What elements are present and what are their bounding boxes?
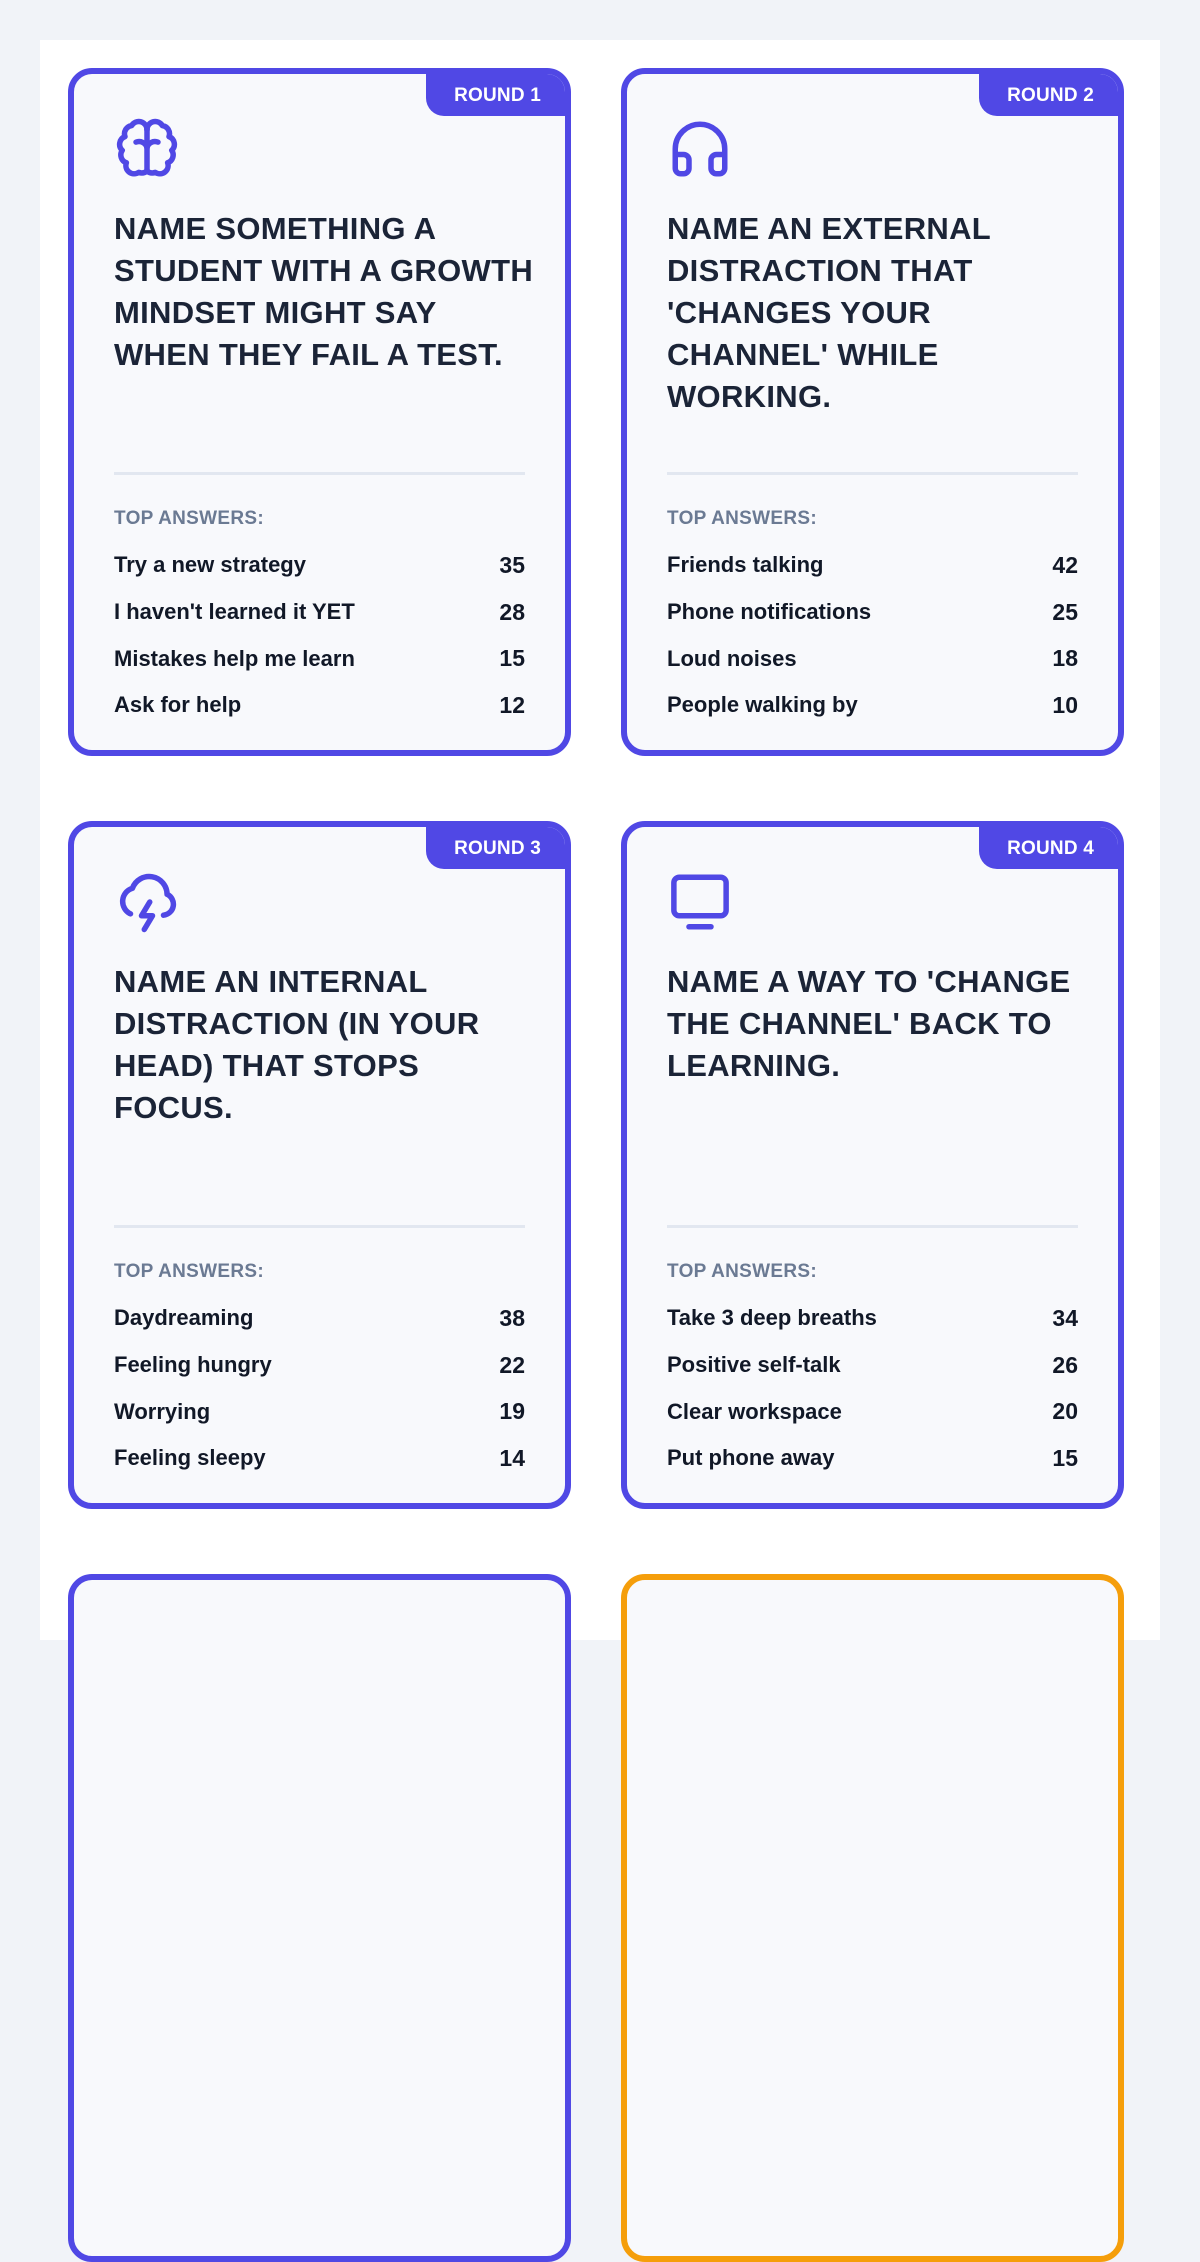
answer-row — [667, 1435, 1078, 1482]
question-card-round-3 — [68, 821, 571, 1509]
divider — [667, 472, 1078, 475]
question-card-round-2 — [621, 68, 1124, 756]
round-badge: ROUND 1 — [426, 72, 567, 116]
top-answers-label: TOP ANSWERS: — [114, 508, 264, 529]
question-card-round-4 — [621, 821, 1124, 1509]
answer-row — [114, 1295, 525, 1342]
question-card-round-1 — [68, 68, 571, 756]
answer-score: 38 — [499, 1304, 525, 1331]
question-text: NAME AN EXTERNAL DISTRACTION THAT 'CHANGES YOUR CHANNEL' WHILE WORKING. — [667, 211, 991, 414]
answer-text: Clear workspace — [667, 1398, 842, 1424]
answer-text: Put phone away — [667, 1445, 835, 1471]
answer-score: 14 — [499, 1444, 525, 1471]
answer-score: 15 — [1052, 1444, 1078, 1471]
answer-text: Try a new strategy — [114, 552, 306, 578]
answer-text: Worrying — [114, 1398, 211, 1424]
round-badge: ROUND 3 — [426, 825, 567, 869]
answer-row — [667, 1295, 1078, 1342]
answer-row — [667, 682, 1078, 729]
answer-text: I haven't learned it YET — [114, 599, 355, 625]
answer-text: Feeling sleepy — [114, 1445, 266, 1471]
brain-icon — [114, 116, 180, 182]
answer-list — [114, 1295, 525, 1482]
top-answers-label: TOP ANSWERS: — [667, 1261, 817, 1282]
answer-score: 15 — [499, 645, 525, 672]
top-answers-label: TOP ANSWERS: — [667, 508, 817, 529]
answer-text: Friends talking — [667, 552, 824, 578]
answer-text: Take 3 deep breaths — [667, 1305, 877, 1331]
answer-row — [114, 682, 525, 729]
answer-row — [667, 635, 1078, 682]
answer-text: Loud noises — [667, 645, 797, 671]
answer-score: 25 — [1052, 598, 1078, 625]
answer-score: 20 — [1052, 1398, 1078, 1425]
answer-text: Positive self-talk — [667, 1352, 841, 1378]
question-card-partial — [68, 1574, 571, 2262]
answer-score: 35 — [499, 551, 525, 578]
top-answers-label: TOP ANSWERS: — [114, 1261, 264, 1282]
question-text: NAME A WAY TO 'CHANGE THE CHANNEL' BACK TO LEARNING. — [667, 964, 1071, 1083]
answer-row — [114, 1388, 525, 1435]
game-board — [40, 40, 1160, 1640]
divider — [114, 1225, 525, 1228]
answer-text: Phone notifications — [667, 599, 872, 625]
question-text: NAME AN INTERNAL DISTRACTION (IN YOUR HEAD) THAT STOPS FOCUS. — [114, 964, 480, 1125]
answer-score: 34 — [1052, 1304, 1078, 1331]
answer-score: 19 — [499, 1398, 525, 1425]
answer-row — [114, 542, 525, 589]
answer-text: Feeling hungry — [114, 1352, 272, 1378]
answer-score: 18 — [1052, 645, 1078, 672]
answer-list — [667, 1295, 1078, 1482]
answer-row — [114, 1435, 525, 1482]
answer-score: 28 — [499, 598, 525, 625]
answer-row — [667, 1388, 1078, 1435]
answer-row — [667, 542, 1078, 589]
answer-score: 22 — [499, 1351, 525, 1378]
divider — [667, 1225, 1078, 1228]
answer-score: 10 — [1052, 691, 1078, 718]
round-badge: ROUND 4 — [979, 825, 1120, 869]
question-card-partial-alt — [621, 1574, 1124, 2262]
storm-cloud-icon — [114, 869, 180, 935]
answer-text: Ask for help — [114, 692, 242, 718]
divider — [114, 472, 525, 475]
answer-text: Mistakes help me learn — [114, 645, 355, 671]
answer-row — [667, 589, 1078, 636]
answer-score: 12 — [499, 691, 525, 718]
answer-row — [667, 1342, 1078, 1389]
monitor-icon — [667, 869, 733, 935]
answer-score: 42 — [1052, 551, 1078, 578]
answer-text: Daydreaming — [114, 1305, 254, 1331]
answer-row — [114, 589, 525, 636]
answer-list — [667, 542, 1078, 729]
round-badge: ROUND 2 — [979, 72, 1120, 116]
answer-row — [114, 635, 525, 682]
question-text: NAME SOMETHING A STUDENT WITH A GROWTH MINDSET MIGHT SAY WHEN THEY FAIL A TEST. — [114, 211, 534, 372]
answer-row — [114, 1342, 525, 1389]
answer-score: 26 — [1052, 1351, 1078, 1378]
answer-text: People walking by — [667, 692, 858, 718]
headphones-icon — [667, 116, 733, 182]
answer-list — [114, 542, 525, 729]
